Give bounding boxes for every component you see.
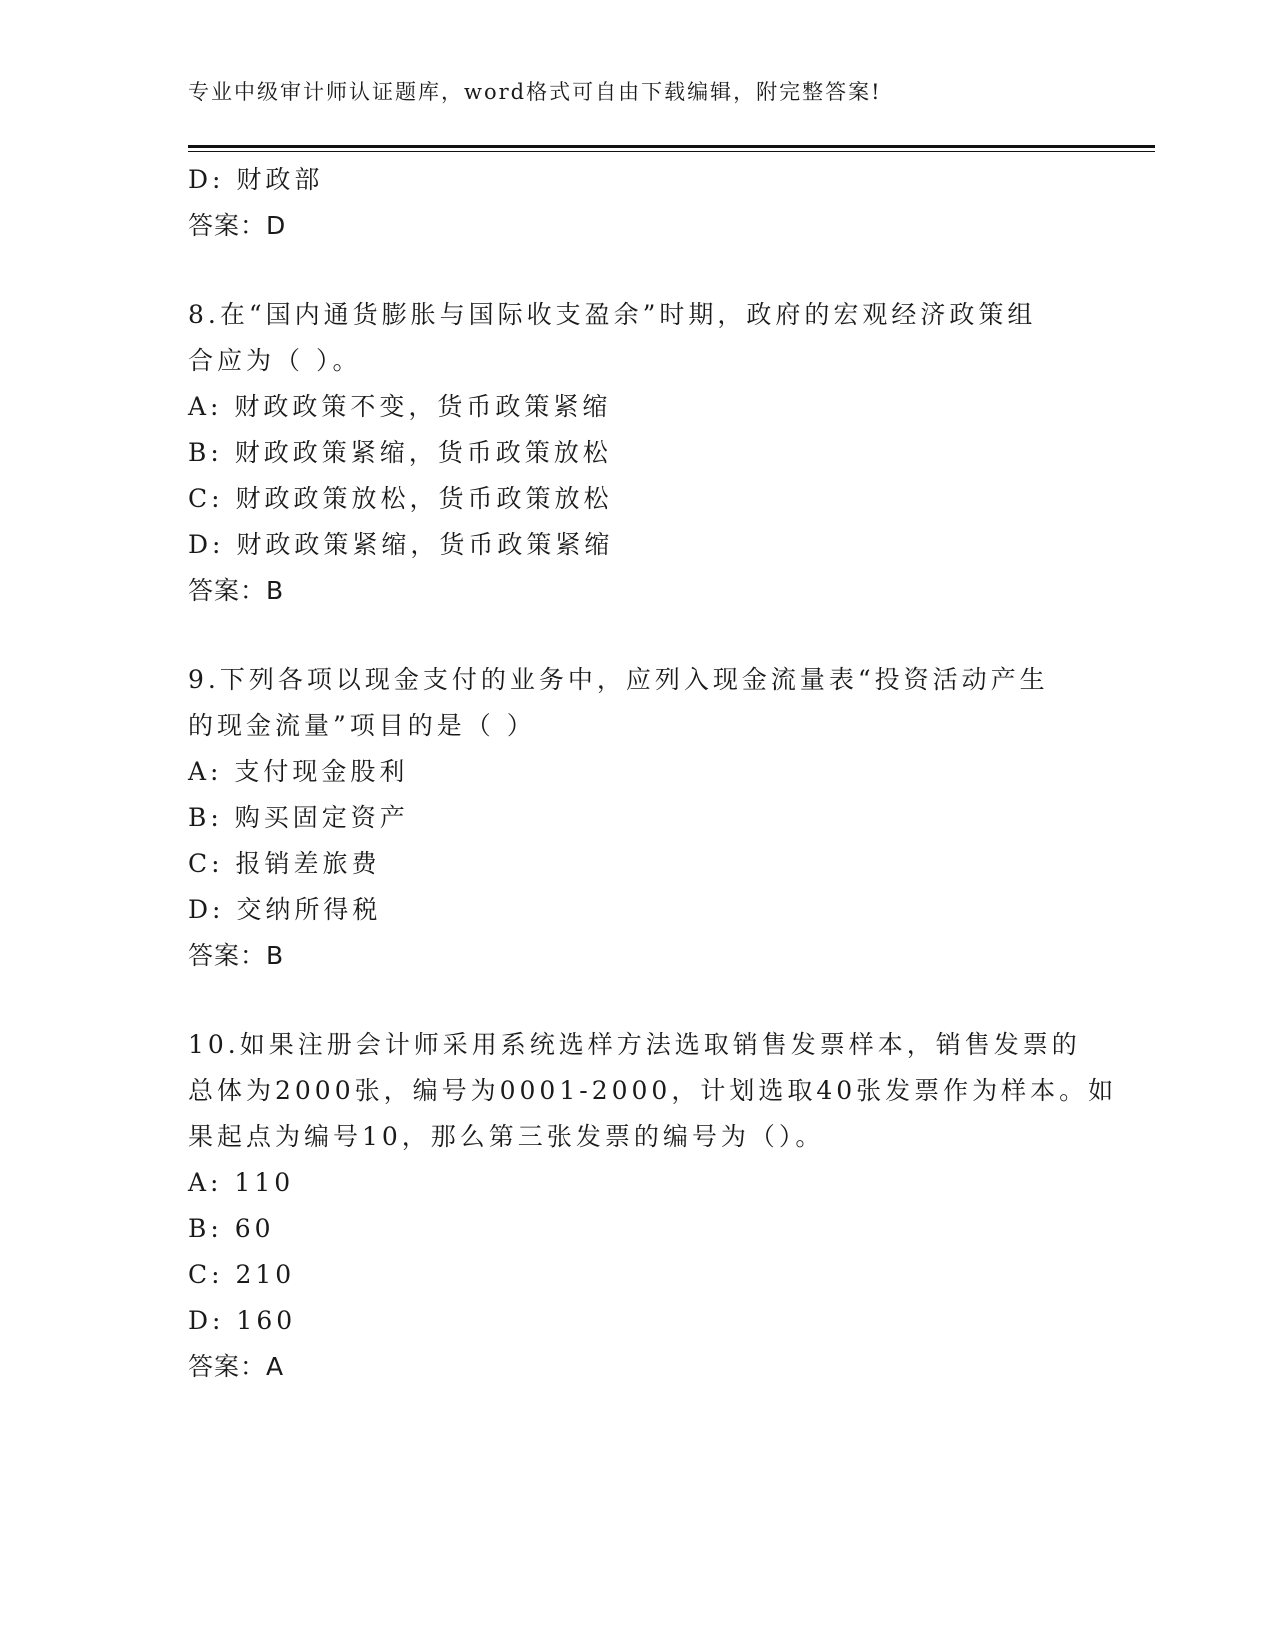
question-text: 果起点为编号10，那么第三张发票的编号为（）。 xyxy=(188,1122,825,1151)
option-b: B: 购买固定资产 xyxy=(188,803,409,832)
option-d: D: 财政部 xyxy=(188,165,324,194)
question-text: 的现金流量”项目的是（ ） xyxy=(188,711,536,740)
answer-line: 答案：B xyxy=(188,941,285,970)
option-a: A: 110 xyxy=(188,1168,295,1197)
option-c: C: 210 xyxy=(188,1260,296,1289)
spacer xyxy=(188,249,1108,292)
option-b: B: 60 xyxy=(188,1214,275,1243)
question-8 xyxy=(188,292,1108,614)
question-9 xyxy=(188,657,1108,979)
question-text: 9.下列各项以现金支付的业务中，应列入现金流量表“投资活动产生 xyxy=(188,665,1049,694)
option-d: D: 160 xyxy=(188,1306,297,1335)
option-b: B: 财政政策紧缩，货币政策放松 xyxy=(188,438,612,467)
option-a: A: 支付现金股利 xyxy=(188,757,409,786)
spacer xyxy=(188,614,1108,657)
previous-question-tail xyxy=(188,157,1108,249)
answer-line: 答案：A xyxy=(188,1352,285,1381)
option-a: A: 财政政策不变，货币政策紧缩 xyxy=(188,392,612,421)
question-text: 10.如果注册会计师采用系统选样方法选取销售发票样本，销售发票的 xyxy=(188,1030,1081,1059)
page-header: 专业中级审计师认证题库，word格式可自由下载编辑，附完整答案! xyxy=(188,80,882,104)
header-rule-thin xyxy=(188,151,1155,152)
option-c: C: 报销差旅费 xyxy=(188,849,381,878)
question-10 xyxy=(188,1022,1118,1390)
question-text: 总体为2000张，编号为0001-2000，计划选取40张发票作为样本。如 xyxy=(188,1076,1118,1105)
question-text: 8.在“国内通货膨胀与国际收支盈余”时期，政府的宏观经济政策组 xyxy=(188,300,1037,329)
header-rule-thick xyxy=(188,145,1155,148)
option-c: C: 财政政策放松，货币政策放松 xyxy=(188,484,613,513)
spacer xyxy=(188,979,1108,1022)
answer-line: 答案：B xyxy=(188,576,285,605)
question-content xyxy=(188,157,1118,1390)
option-d: D: 财政政策紧缩，货币政策紧缩 xyxy=(188,530,614,559)
option-d: D: 交纳所得税 xyxy=(188,895,382,924)
answer-line: 答案：D xyxy=(188,211,287,240)
question-text: 合应为（ ）。 xyxy=(188,346,362,375)
